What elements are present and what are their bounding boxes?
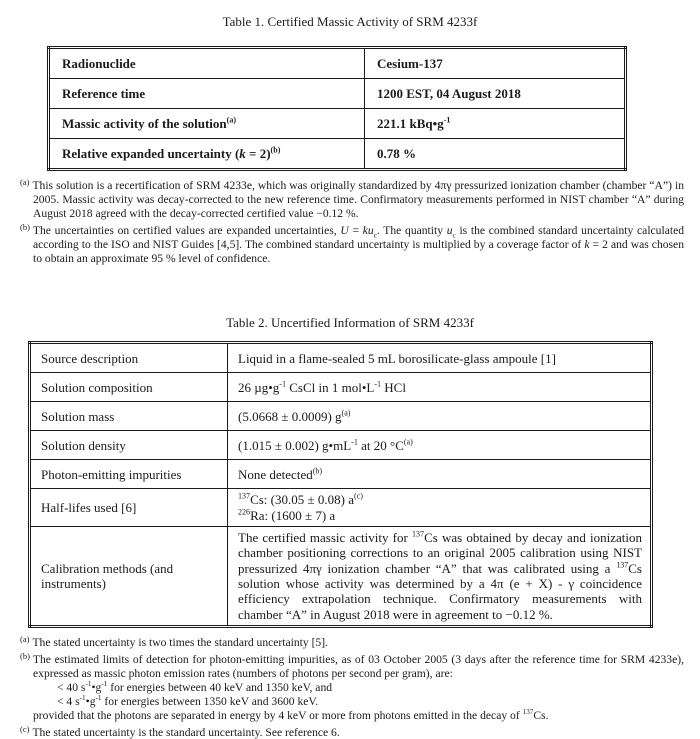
row-value-cell: 1200 EST, 04 August 2018	[365, 79, 626, 109]
table-row	[30, 431, 652, 460]
footnote-subitem: < 4 $s^{-1}•g^{-1}$ for energies between 1350 keV and 3600 keV.	[57, 695, 684, 709]
footnote-marker: (a)	[20, 177, 29, 187]
table2-caption: Table 2. Uncertified Information of SRM 4233f	[0, 315, 700, 331]
table2-footnotes	[20, 633, 684, 739]
footnote	[20, 650, 684, 723]
footnote-text: The stated uncertainty is two times the standard uncertainty [5].	[32, 636, 328, 649]
row-value-cell: None detected$^{(b)}$	[228, 460, 652, 489]
row-label-cell: Half-lifes used [6]	[30, 489, 228, 527]
footnote-marker: (a)	[20, 634, 29, 644]
footnote	[20, 723, 684, 739]
table-row	[30, 527, 652, 627]
footnote-text: This solution is a recertification of SRM 4233e, which was originally standardized by 4πγ pressurized ionization chamber (chamber “A”) in 2005. Massic activity was decay-corrected to the new reference time. Confirmatory measurements performed in NIST chamber “A” during August 2018 agreed with the decay-corrected certified value −0.12 %.	[32, 179, 684, 220]
row-label-cell: Relative expanded uncertainty (k = 2)$^{(b)}$	[49, 139, 365, 170]
footnote-continuation: provided that the photons are separated in energy by 4 keV or more from photons emitted in the decay of $^{137}$Cs.	[33, 709, 684, 723]
row-value-cell: Liquid in a flame-sealed 5 mL borosilicate-glass ampoule [1]	[228, 343, 652, 373]
row-label-cell: Solution composition	[30, 373, 228, 402]
footnote-marker: (b)	[20, 222, 30, 232]
row-label-cell: Source description	[30, 343, 228, 373]
row-label-cell: Solution mass	[30, 402, 228, 431]
table1-footnotes	[20, 176, 684, 265]
row-value-cell: (1.015 ± 0.002) $g•mL^{-1}$ at 20 $^\circ C^{(a)}$	[228, 431, 652, 460]
row-label-cell: Radionuclide	[49, 48, 365, 79]
table-row	[30, 402, 652, 431]
footnote	[20, 221, 684, 266]
footnote-text: The uncertainties on certified values are expanded uncertainties, $U = ku_c$. The quantity $u_c$ is the combined standard uncertainty calculated according to the ISO and NIST Guides [4,5]. The combined standard uncertainty is multiplied by a coverage factor of k = 2 and was chosen to obtain an approximate 95 % level of confidence.	[33, 224, 684, 265]
footnote-subitem: < 40 $s^{-1}•g^{-1}$ for energies between 40 keV and 1350 keV, and	[57, 681, 684, 695]
row-label-cell: Photon-emitting impurities	[30, 460, 228, 489]
row-value-cell: 26 $\mu g•g^{-1}$ CsCl in 1 $mol•L^{-1}$ HCl	[228, 373, 652, 402]
footnote-marker: (b)	[20, 651, 30, 661]
footnote-text: The estimated limits of detection for photon-emitting impurities, as of 03 October 2005 (3 days after the reference time for SRM 4233e), expressed as massic photon emission rates (numbers of photons per second per gram), are:	[33, 653, 684, 680]
table-row	[49, 109, 626, 139]
row-value-cell: 221.1 $kBq•g^{-1}$	[365, 109, 626, 139]
table-row	[30, 489, 652, 527]
row-value-cell: $^{137}$Cs: (30.05 ± 0.08) $a^{(c)}$ $^{226}$Ra: (1600 ± 7) a	[228, 489, 652, 527]
table1	[47, 46, 627, 171]
row-label-cell: Calibration methods (and instruments)	[30, 527, 228, 627]
table-row	[30, 373, 652, 402]
footnote	[20, 176, 684, 221]
footnote-marker: (c)	[20, 724, 29, 734]
row-label-cell: Reference time	[49, 79, 365, 109]
row-value-cell: 0.78 %	[365, 139, 626, 170]
row-label-cell: Massic activity of the solution$^{(a)}$	[49, 109, 365, 139]
row-value-cell: The certified massic activity for $^{137}$Cs was obtained by decay and ionization chamber positioning corrections to an original 2005 calibration using NIST pressurized 4πγ ionization chamber “A” that was calibrated using a $^{137}$Cs solution whose activity was determined by a 4π (e + X) - γ coincidence efficiency extrapolation technique. Confirmatory measurements with chamber “A” in August 2018 were in agreement to −0.12 %.	[228, 527, 652, 627]
footnote-text: The stated uncertainty is the standard uncertainty. See reference 6.	[32, 726, 339, 739]
row-value-cell: Cesium-137	[365, 48, 626, 79]
table-row	[49, 48, 626, 79]
table-row	[30, 343, 652, 373]
table-row	[30, 460, 652, 489]
table-row	[49, 139, 626, 170]
table-row	[49, 79, 626, 109]
table2	[28, 341, 653, 628]
row-value-cell: (5.0668 ± 0.0009) $g^{(a)}$	[228, 402, 652, 431]
table1-caption: Table 1. Certified Massic Activity of SRM 4233f	[0, 0, 700, 30]
row-label-cell: Solution density	[30, 431, 228, 460]
footnote	[20, 633, 684, 650]
